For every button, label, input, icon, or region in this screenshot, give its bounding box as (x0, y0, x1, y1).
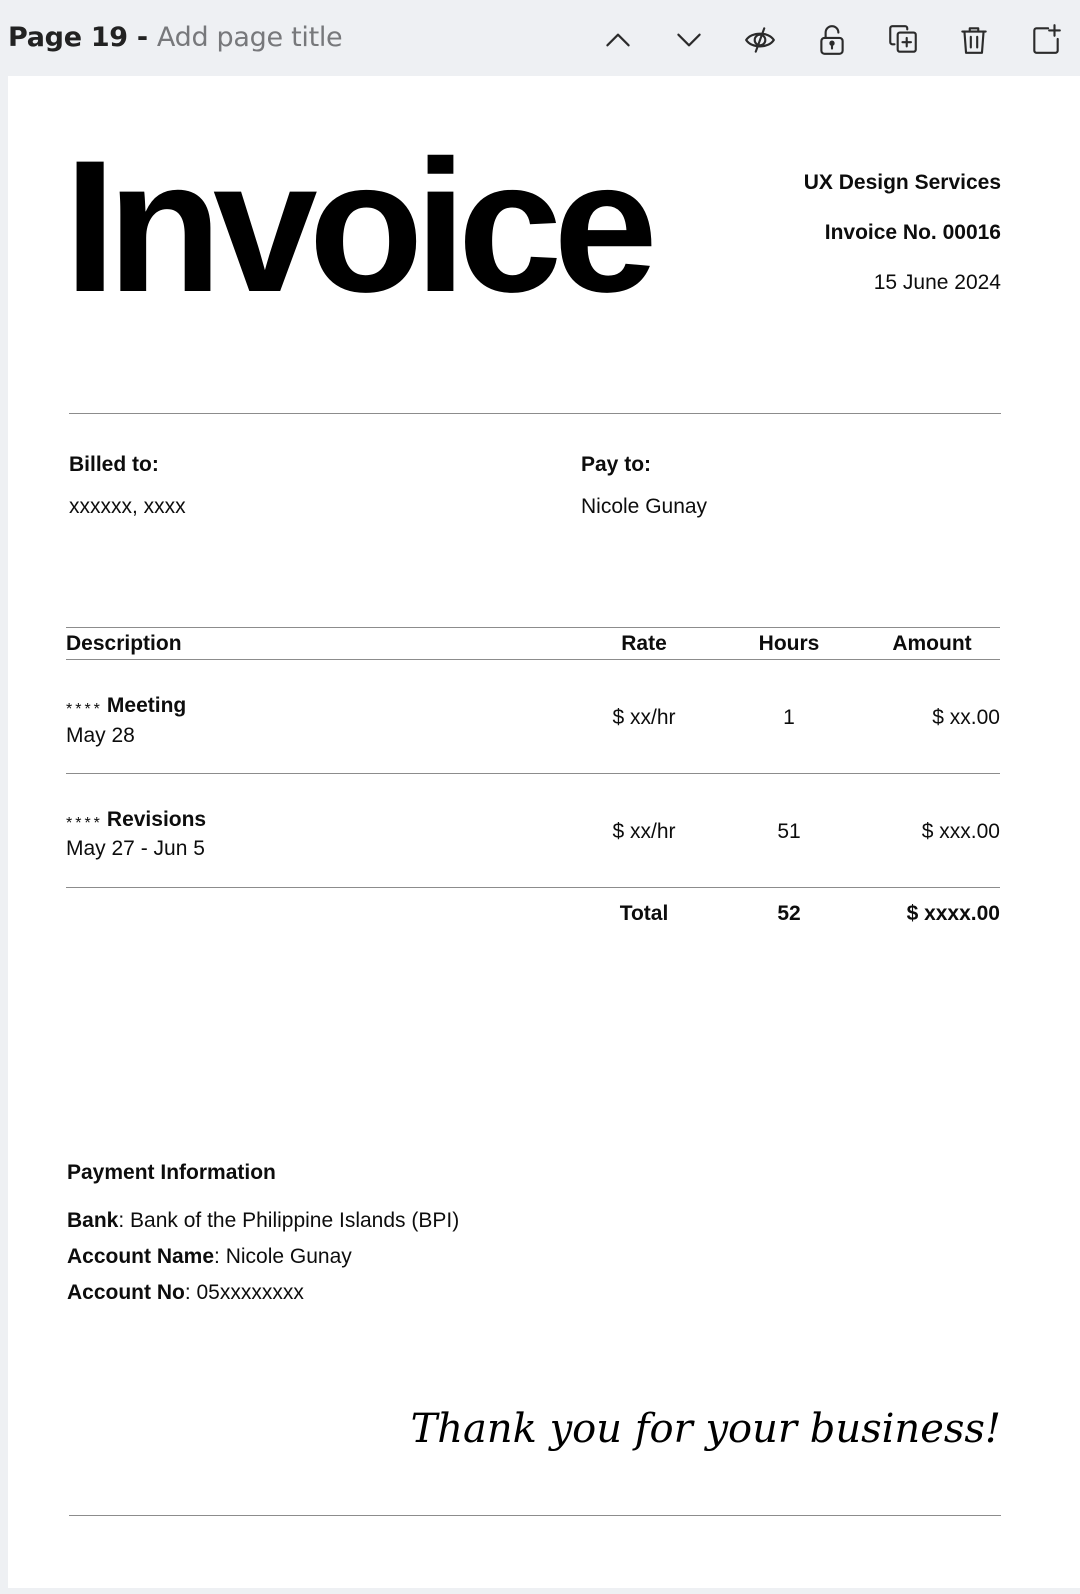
trash-icon (957, 23, 991, 57)
stars-mark: **** (66, 701, 103, 718)
chevron-down-icon (672, 23, 706, 57)
header-amount: Amount (892, 632, 972, 655)
chevron-up-icon (601, 23, 635, 57)
invoice-title: Invoice (64, 121, 649, 331)
page-number-label: Page 19 - (8, 22, 157, 53)
row-amount: $ xxx.00 (921, 820, 1000, 843)
header-hours: Hours (758, 632, 820, 655)
row-date: May 27 - Jun 5 (66, 837, 205, 860)
account-no-label: Account No (67, 1281, 185, 1304)
row-description (66, 808, 206, 832)
page-toolbar (0, 0, 1080, 76)
page-title-input[interactable]: Add page title (156, 22, 343, 53)
invoice-date: 15 June 2024 (873, 271, 1001, 294)
invoice-number: Invoice No. 00016 (824, 221, 1001, 244)
account-no-line (67, 1281, 304, 1305)
row-rate: $ xx/hr (612, 706, 676, 729)
move-page-down-button[interactable] (667, 18, 711, 62)
row-title: Revisions (106, 808, 207, 831)
row-description (66, 694, 186, 718)
company-name: UX Design Services (803, 171, 1001, 194)
row-divider (66, 887, 1000, 888)
total-label: Total (619, 902, 669, 925)
billed-to-value: xxxxxx, xxxx (69, 495, 186, 518)
row-title: Meeting (106, 694, 187, 717)
bank-line (67, 1209, 459, 1233)
bank-label: Bank (67, 1209, 119, 1232)
row-date: May 28 (66, 724, 135, 747)
header-bottom-border (66, 659, 1000, 660)
pay-to-label: Pay to: (581, 453, 652, 476)
footer-divider (69, 1515, 1001, 1516)
header-description: Description (66, 632, 182, 655)
account-no-value: : 05xxxxxxxx (184, 1281, 304, 1304)
thank-you-note: Thank you for your business! (410, 1406, 1001, 1452)
add-page-icon (1029, 23, 1063, 57)
row-amount: $ xx.00 (932, 706, 1000, 729)
row-hours: 51 (777, 820, 801, 843)
total-amount: $ xxxx.00 (906, 902, 1000, 925)
billed-to-label: Billed to: (69, 453, 159, 476)
header-rate: Rate (621, 632, 667, 655)
page-label (8, 22, 342, 53)
pay-to-value: Nicole Gunay (581, 495, 708, 518)
bank-value: : Bank of the Philippine Islands (BPI) (118, 1209, 460, 1232)
add-page-button[interactable] (1024, 18, 1068, 62)
duplicate-icon (886, 23, 920, 57)
hide-page-button[interactable] (738, 18, 782, 62)
account-name-label: Account Name (67, 1245, 215, 1268)
delete-page-button[interactable] (952, 18, 996, 62)
row-rate: $ xx/hr (612, 820, 676, 843)
total-hours: 52 (777, 902, 801, 925)
row-divider (66, 773, 1000, 774)
stars-mark: **** (66, 815, 103, 832)
table-top-border (66, 627, 1000, 628)
lock-page-button[interactable] (810, 18, 854, 62)
unlock-icon (815, 23, 849, 57)
eye-slash-icon (743, 23, 777, 57)
divider (69, 413, 1001, 414)
account-name-value: : Nicole Gunay (214, 1245, 352, 1268)
payment-heading: Payment Information (67, 1161, 276, 1184)
duplicate-page-button[interactable] (881, 18, 925, 62)
row-hours: 1 (783, 706, 795, 729)
account-name-line (67, 1245, 352, 1269)
move-page-up-button[interactable] (596, 18, 640, 62)
invoice-page[interactable] (8, 76, 1080, 1588)
